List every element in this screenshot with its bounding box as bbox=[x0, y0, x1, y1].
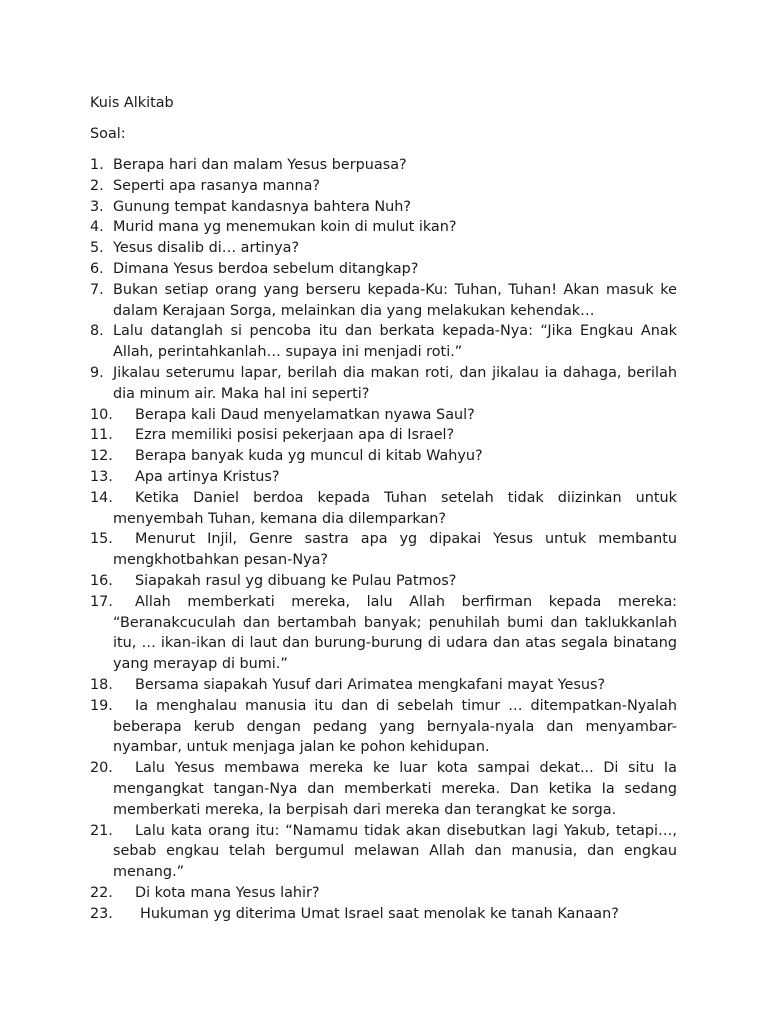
question-text: Ia menghalau manusia itu dan di sebelah timur … ditempatkan-Nyalah beberapa kerub dengan pedang yang bernyala-nyala dan menyambar-nyambar, untuk menjaga jalan ke pohon kehidupan. bbox=[113, 697, 677, 756]
question-text: Siapakah rasul yg dibuang ke Pulau Patmos? bbox=[135, 572, 457, 589]
question-number: 3. bbox=[90, 198, 104, 215]
question-text: Yesus disalib di… artinya? bbox=[113, 240, 300, 257]
question-text: Dimana Yesus berdoa sebelum ditangkap? bbox=[113, 260, 419, 277]
question-item bbox=[90, 405, 677, 426]
question-number: 19. bbox=[90, 697, 113, 714]
question-number: 8. bbox=[90, 323, 104, 340]
question-text: Apa artinya Kristus? bbox=[135, 468, 280, 485]
question-item bbox=[90, 696, 677, 758]
question-item bbox=[90, 238, 677, 259]
document-title: Kuis Alkitab bbox=[90, 95, 174, 111]
question-text: Ezra memiliki posisi pekerjaan apa di Israel? bbox=[135, 427, 455, 444]
question-item bbox=[90, 446, 677, 467]
question-text: Allah memberkati mereka, lalu Allah berfirman kepada mereka: “Beranakcuculah dan bertambah banyak; penuhilah bumi dan taklukkanlah itu, … ikan-ikan di laut dan burung-burung di udara dan atas segala binatang yang merayap di bumi.” bbox=[113, 593, 677, 673]
question-item bbox=[90, 883, 677, 904]
question-item bbox=[90, 592, 677, 675]
question-item bbox=[90, 758, 677, 820]
question-item bbox=[90, 197, 677, 218]
question-number: 22. bbox=[90, 884, 113, 901]
question-text: Lalu Yesus membawa mereka ke luar kota sampai dekat... Di situ Ia mengangkat tangan-Nya dan memberkati mereka. Dan ketika Ia sedang memberkati mereka, Ia berpisah dari mereka dan terangkat ke sorga. bbox=[113, 760, 677, 818]
question-item bbox=[90, 675, 677, 696]
question-number: 7. bbox=[90, 281, 104, 298]
question-item bbox=[90, 488, 677, 530]
question-text: Menurut Injil, Genre sastra apa yg dipakai Yesus untuk membantu mengkhotbahkan pesan-Nya? bbox=[113, 531, 677, 569]
question-text: Lalu kata orang itu: “Namamu tidak akan disebutkan lagi Yakub, tetapi…, sebab engkau telah bergumul melawan Allah dan manusia, dan engkau menang.” bbox=[113, 822, 677, 881]
question-item bbox=[90, 363, 677, 405]
question-number: 23. bbox=[90, 905, 113, 922]
question-item bbox=[90, 155, 677, 176]
question-text: Berapa kali Daud menyelamatkan nyawa Saul? bbox=[135, 406, 475, 423]
question-item bbox=[90, 280, 677, 322]
question-text: Murid mana yg menemukan koin di mulut ikan? bbox=[113, 219, 457, 236]
question-text: Berapa hari dan malam Yesus berpuasa? bbox=[113, 157, 407, 173]
question-item bbox=[90, 217, 677, 238]
question-number: 9. bbox=[90, 364, 104, 381]
question-text: Berapa banyak kuda yg muncul di kitab Wahyu? bbox=[135, 448, 483, 465]
question-number: 12. bbox=[90, 448, 113, 465]
question-item bbox=[90, 904, 677, 925]
question-number: 15. bbox=[90, 531, 113, 548]
question-number: 14. bbox=[90, 489, 113, 506]
question-text: Hukuman yg diterima Umat Israel saat menolak ke tanah Kanaan? bbox=[140, 905, 619, 922]
question-text: Di kota mana Yesus lahir? bbox=[135, 884, 320, 901]
question-text: Jikalau seterumu lapar, berilah dia makan roti, dan jikalau ia dahaga, berilah dia minum air. Maka hal ini seperti? bbox=[113, 364, 677, 402]
question-item bbox=[90, 529, 677, 571]
question-item bbox=[90, 176, 677, 197]
question-number: 2. bbox=[90, 177, 104, 194]
question-number: 4. bbox=[90, 219, 104, 236]
question-item bbox=[90, 259, 677, 280]
question-number: 6. bbox=[90, 260, 104, 277]
question-number: 13. bbox=[90, 468, 113, 485]
question-text: Bersama siapakah Yusuf dari Arimatea mengkafani mayat Yesus? bbox=[135, 676, 606, 693]
question-number: 1. bbox=[90, 157, 104, 173]
question-item bbox=[90, 467, 677, 488]
question-item bbox=[90, 571, 677, 592]
question-text: Ketika Daniel berdoa kepada Tuhan setelah tidak diizinkan untuk menyembah Tuhan, kemana dia dilemparkan? bbox=[113, 489, 677, 527]
document-subtitle: Soal: bbox=[90, 126, 126, 142]
question-number: 18. bbox=[90, 676, 113, 693]
question-list bbox=[90, 155, 677, 924]
question-text: Seperti apa rasanya manna? bbox=[113, 177, 321, 194]
question-number: 11. bbox=[90, 427, 113, 444]
question-number: 21. bbox=[90, 822, 113, 839]
question-text: Lalu datanglah si pencoba itu dan berkata kepada-Nya: “Jika Engkau Anak Allah, perintahkanlah… supaya ini menjadi roti.” bbox=[113, 323, 677, 361]
question-item bbox=[90, 821, 677, 883]
question-text: Bukan setiap orang yang berseru kepada-Ku: Tuhan, Tuhan! Akan masuk ke dalam Kerajaan Sorga, melainkan dia yang melakukan kehendak… bbox=[113, 281, 677, 319]
question-number: 17. bbox=[90, 593, 113, 610]
question-number: 10. bbox=[90, 406, 113, 423]
question-number: 5. bbox=[90, 240, 104, 257]
question-item bbox=[90, 321, 677, 363]
question-item bbox=[90, 425, 677, 446]
question-number: 16. bbox=[90, 572, 113, 589]
question-number: 20. bbox=[90, 760, 113, 777]
question-text: Gunung tempat kandasnya bahtera Nuh? bbox=[113, 198, 412, 215]
